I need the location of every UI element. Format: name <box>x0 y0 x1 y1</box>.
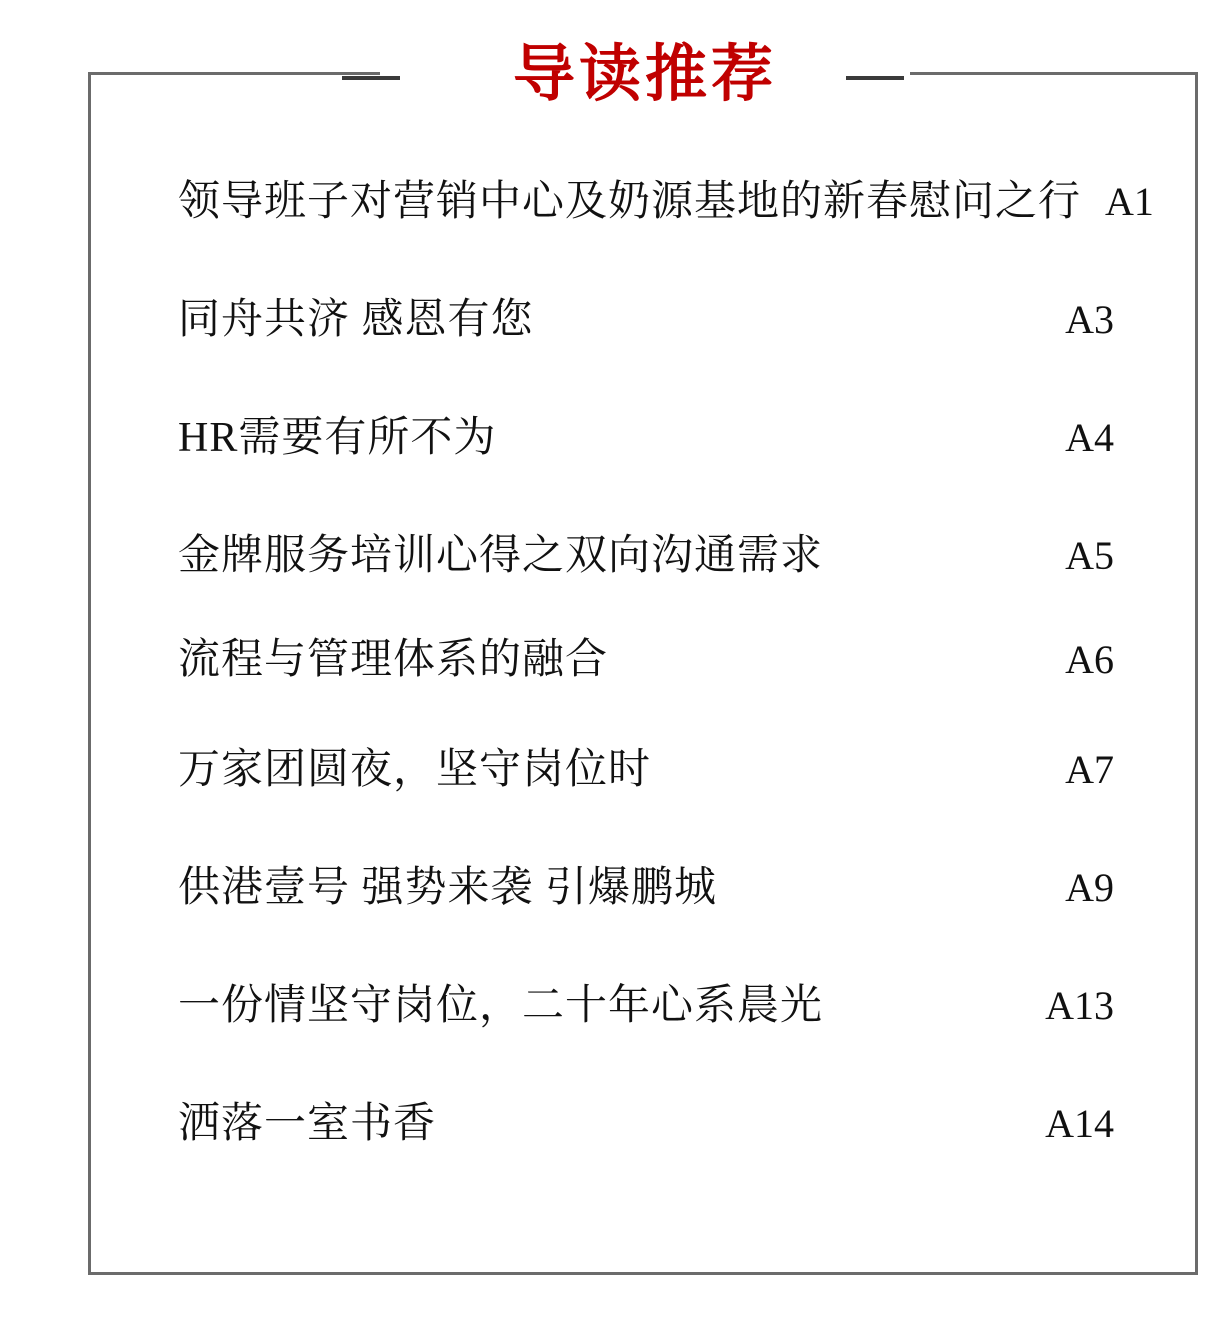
toc-entry[interactable] <box>178 168 1154 286</box>
toc-entry-title: HR需要有所不为 <box>178 415 497 461</box>
toc-entry-title: 一份情坚守岗位，二十年心系晨光 <box>178 983 824 1029</box>
toc-entry-title: 流程与管理体系的融合 <box>178 637 609 683</box>
toc-list <box>178 168 1154 1208</box>
toc-entry-title: 供港壹号 强势来袭 引爆鹏城 <box>178 865 718 911</box>
toc-entry-page: A5 <box>1065 533 1114 578</box>
toc-entry[interactable] <box>178 854 1114 972</box>
toc-entry[interactable] <box>178 522 1114 626</box>
toc-entry[interactable] <box>178 1090 1114 1208</box>
toc-entry-page: A9 <box>1065 865 1114 910</box>
page-title-text: 导读推荐 <box>512 37 777 110</box>
toc-entry-page: A14 <box>1045 1101 1114 1146</box>
toc-entry[interactable] <box>178 404 1114 522</box>
toc-entry-page: A1 <box>1105 179 1154 224</box>
toc-entry-title: 金牌服务培训心得之双向沟通需求 <box>178 533 824 579</box>
toc-entry[interactable] <box>178 972 1114 1090</box>
toc-entry-page: A3 <box>1065 297 1114 342</box>
title-rule-left <box>342 76 400 80</box>
toc-entry-page: A7 <box>1065 747 1114 792</box>
toc-entry-title: 领导班子对营销中心及奶源基地的新春慰问之行 <box>178 179 1082 225</box>
toc-entry-title: 同舟共济 感恩有您 <box>178 297 534 343</box>
toc-entry[interactable] <box>178 626 1114 736</box>
toc-entry-title: 万家团圆夜，坚守岗位时 <box>178 747 652 793</box>
title-rule-right <box>846 76 904 80</box>
toc-entry-page: A6 <box>1065 637 1114 682</box>
toc-entry-page: A4 <box>1065 415 1114 460</box>
toc-entry[interactable] <box>178 736 1114 854</box>
page-title <box>380 30 910 118</box>
toc-entry-page: A13 <box>1045 983 1114 1028</box>
toc-entry[interactable] <box>178 286 1114 404</box>
toc-entry-title: 洒落一室书香 <box>178 1101 437 1147</box>
